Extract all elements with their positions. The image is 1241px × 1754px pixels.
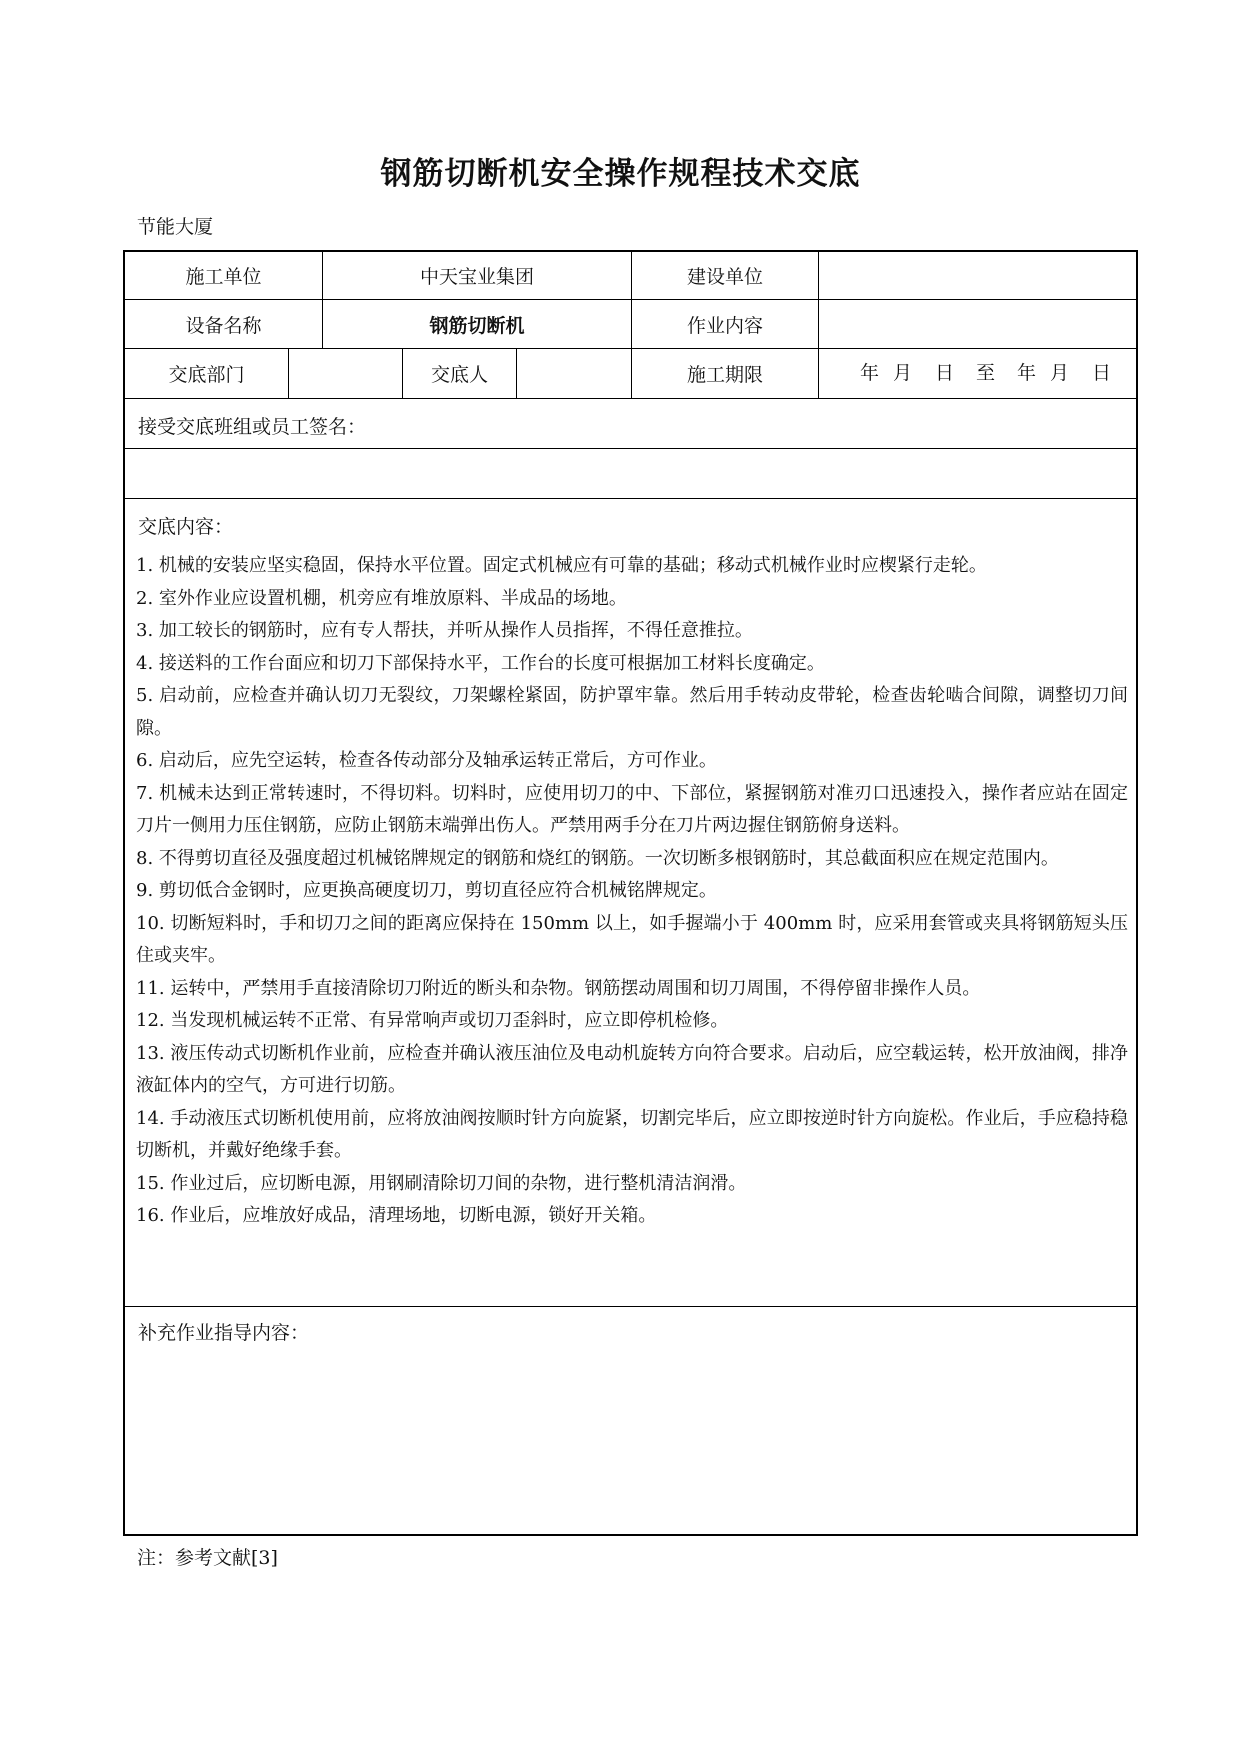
period-year-start: 年 xyxy=(860,362,880,384)
period-year-end: 年 xyxy=(1017,362,1037,384)
list-item: 12. 当发现机械运转不正常、有异常响声或切刀歪斜时，应立即停机检修。 xyxy=(136,1010,729,1031)
list-item: 16. 作业后，应堆放好成品，清理场地，切断电源，锁好开关箱。 xyxy=(136,1205,657,1226)
row-divider xyxy=(123,1306,1138,1307)
signature-label: 接受交底班组或员工签名： xyxy=(138,416,367,438)
briefing-dept-label: 交底部门 xyxy=(168,364,245,386)
list-item: 7. 机械未达到正常转速时，不得切料。切料时，应使用切刀的中、下部位，紧握钢筋对准刃口迅速投入，操作者应站在固定刀片一侧用力压住钢筋，应防止钢筋末端弹出伤人。严禁用两手分在刀片两边握住钢筋俯身送料。 xyxy=(136,782,1128,836)
work-content-label: 作业内容 xyxy=(686,314,763,337)
construction-unit-value: 中天宝业集团 xyxy=(419,265,534,288)
period-day-end: 日 xyxy=(1092,362,1112,384)
project-name: 节能大厦 xyxy=(137,216,214,238)
period-day-start: 日 xyxy=(935,362,955,384)
work-content-value xyxy=(819,300,1135,348)
list-item: 11. 运转中，严禁用手直接清除切刀附近的断头和杂物。钢筋摆动周围和切刀周围，不得停留非操作人员。 xyxy=(136,977,981,999)
list-item: 5. 启动前，应检查并确认切刀无裂纹，刀架螺栓紧固，防护罩牢靠。然后用手转动皮带轮，检查齿轮啮合间隙，调整切刀间隙。 xyxy=(136,685,1128,739)
list-item: 9. 剪切低合金钢时，应更换高硬度切刀，剪切直径应符合机械铭牌规定。 xyxy=(136,880,717,901)
list-item: 10. 切断短料时，手和切刀之间的距离应保持在 150mm 以上，如手握端小于 400mm 时，应采用套管或夹具将钢筋短头压住或夹牢。 xyxy=(136,912,1128,966)
list-item: 6. 启动后，应先空运转，检查各传动部分及轴承运转正常后，方可作业。 xyxy=(136,750,717,771)
equipment-name-label: 设备名称 xyxy=(185,314,262,337)
content-label: 交底内容： xyxy=(138,516,234,538)
reference-note: 注：参考文献[3] xyxy=(137,1547,278,1569)
list-item: 2. 室外作业应设置机棚，机旁应有堆放原料、半成品的场地。 xyxy=(136,587,627,609)
list-item: 13. 液压传动式切断机作业前，应检查并确认液压油位及电动机旋转方向符合要求。启动后，应空载运转，松开放油阀，排净液缸体内的空气，方可进行切筋。 xyxy=(136,1042,1128,1096)
owner-unit-value xyxy=(819,251,1135,299)
document-title: 钢筋切断机安全操作规程技术交底 xyxy=(380,156,861,192)
list-item: 8. 不得剪切直径及强度超过机械铭牌规定的钢筋和烧红的钢筋。一次切断多根钢筋时，其总截面积应在规定范围内。 xyxy=(136,847,1059,869)
row-divider xyxy=(123,498,1138,499)
list-item: 15. 作业过后，应切断电源，用钢刷清除切刀间的杂物，进行整机清洁润滑。 xyxy=(136,1172,747,1194)
equipment-name-value: 钢筋切断机 xyxy=(429,314,525,337)
list-item: 3. 加工较长的钢筋时，应有专人帮扶，并听从操作人员指挥，不得任意推拉。 xyxy=(136,620,753,641)
briefing-items xyxy=(136,550,1128,1233)
list-item: 14. 手动液压式切断机使用前，应将放油阀按顺时针方向旋紧，切割完毕后，应立即按逆时针方向旋松。作业后，手应稳持稳切断机，并戴好绝缘手套。 xyxy=(136,1107,1128,1161)
period-month-end: 月 xyxy=(1050,362,1070,384)
briefer-value xyxy=(517,349,631,398)
period-month-start: 月 xyxy=(893,362,913,384)
construction-unit-label: 施工单位 xyxy=(185,265,262,288)
list-item: 4. 接送料的工作台面应和切刀下部保持水平，工作台的长度可根据加工材料长度确定。 xyxy=(136,652,825,674)
period-to: 至 xyxy=(976,362,996,384)
list-item: 1. 机械的安装应坚实稳固，保持水平位置。固定式机械应有可靠的基础；移动式机械作业时应楔紧行走轮。 xyxy=(136,555,987,576)
period-label: 施工期限 xyxy=(686,364,763,386)
briefing-dept-value xyxy=(289,349,402,398)
owner-unit-label: 建设单位 xyxy=(686,265,763,288)
row-divider xyxy=(123,398,1138,399)
row-divider xyxy=(123,448,1138,449)
supplement-label: 补充作业指导内容： xyxy=(138,1322,310,1344)
briefer-label: 交底人 xyxy=(430,364,488,386)
